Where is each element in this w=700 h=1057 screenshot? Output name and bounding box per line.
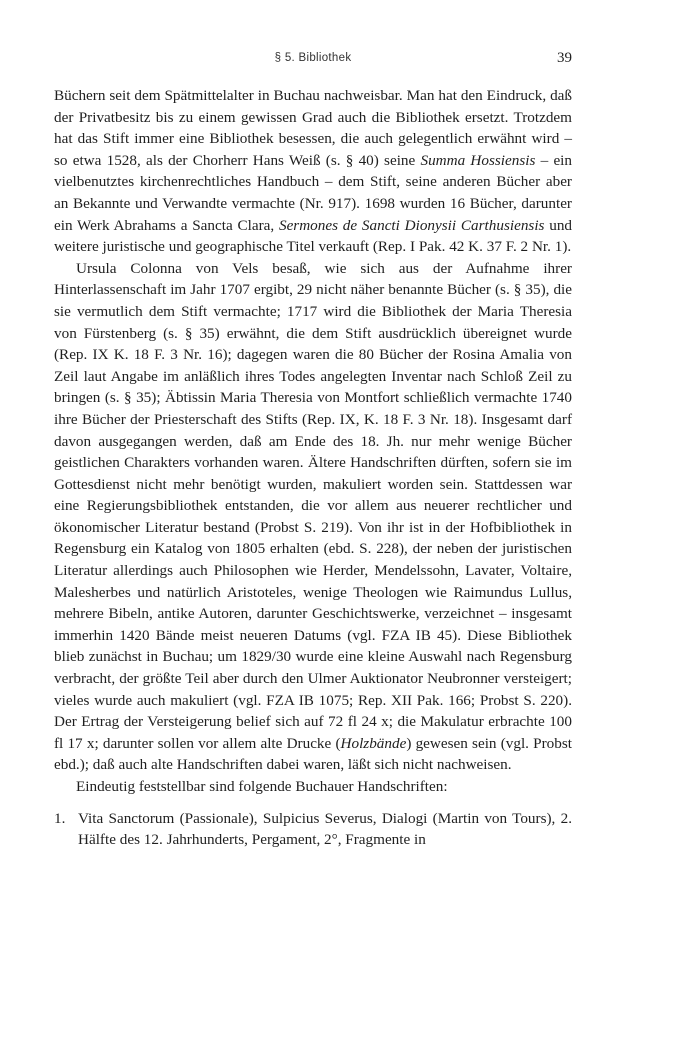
paragraph-text: Ursula Colonna von Vels besaß, wie sich aus der Aufnahme ihrer Hinterlassenschaft im Jahr 1707 ergibt, 29 nicht näher benannte Bücher (s. § 35), die sie vermutlich dem Stift vermachte; 1717 wird die Bibliothek der Maria Theresia von Fürstenberg (s. § 35) erwähnt, die dem Stift ausdrücklich übereignet wurde (Rep. IX K. 18 F. 3 Nr. 16); dagegen waren die 80 Bücher der Rosina Amalia von Zeil laut Angabe im anläßlich ihres Todes angelegten Inventar nach Schloß Zeil zu bringen (s. § 35); Äbtissin Maria Theresia von Montfort schließlich vermachte 1740 ihre Bücher der Priesterschaft des Stifts (Rep. IX, K. 18 F. 3 Nr. 18). Insgesamt darf davon ausgegangen werden, daß am Ende des 18. Jh. nur mehr wenige Bücher geistlichen Charakters vorhanden waren. Ältere Handschriften dürften, sofern sie im Gottesdienst nicht mehr benötigt wurden, makuliert worden sein. Stattdessen war eine Regierungsbibliothek entstanden, die vor allem aus neuerer rechtlicher und ökonomischer Literatur bestand (Probst S. 219). Von ihr ist in der Hofbibliothek in Regensburg ein Katalog von 1805 erhalten (ebd. S. 228), der neben der juristischen Literatur allerdings auch Philosophen wie Herder, Mendelssohn, Lavater, Voltaire, Malesherbes und natürlich Aristoteles, wenige Theologen wie Raimundus Lullus, mehrere Bibeln, antike Autoren, darunter Geschichtswerke, verzeichnet – insgesamt immerhin 1420 Bände meist neueren Datums (vgl. FZA IB 45). Diese Bibliothek blieb zunächst in Buchau; um 1829/30 wurde eine kleine Auswahl nach Regensburg verbracht, der größte Teil aber durch den Ulmer Auktionator Neubronner versteigert; vieles wurde auch makuliert (vgl. FZA IB 1075; Rep. XII Pak. 166; Probst S. 220). Der Ertrag der Versteigerung belief sich auf 72 fl 24 x; die Makulatur erbrachte 100 fl 17 x; darunter sollen vor allem alte Drucke (: [54, 259, 572, 752]
running-title: § 5. Bibliothek: [274, 52, 352, 64]
paragraph-text: – ein vielbenutztes kirchenrechtliches Handbuch – dem Stift, seine anderen Bücher aber an Bekannte und Verwandte vermachte (Nr. 917). 1698 wurden 16 Bücher, darunter ein Werk Abrahams a Sancta Clara,: [54, 151, 572, 234]
paragraph: [54, 85, 572, 258]
paragraph: [54, 258, 572, 776]
running-header: [54, 50, 572, 72]
list-item-text: Vita Sanctorum (Passionale), Sulpicius Severus, Dialogi (Martin von Tours), 2. Hälfte des 12. Jahrhunderts, Pergament, 2°, Fragmente in: [78, 809, 572, 849]
paragraph-text: ) gewesen sein (vgl. Probst ebd.); daß auch alte Handschriften dabei waren, läßt sich nicht nachweisen.: [54, 734, 572, 774]
italic-title-text: Sermones de Sancti Dionysii Carthusiensis: [278, 216, 545, 234]
page-number: 39: [557, 50, 572, 66]
paragraph: [54, 776, 572, 798]
italic-title-text: Holzbände: [340, 734, 407, 752]
list-item: [54, 808, 572, 851]
manuscript-list: [54, 808, 572, 851]
italic-title-text: Summa Hossiensis: [420, 151, 536, 169]
list-item-number: 1.: [54, 809, 66, 827]
body-text: [54, 85, 572, 851]
paragraph-text: Büchern seit dem Spätmittelalter in Buchau nachweisbar. Man hat den Eindruck, daß der Privatbesitz bis zu einem gewissen Grad auch die Bibliothek ersetzt. Trotzdem hat das Stift immer eine Bibliothek besessen, die auch gelegentlich erwähnt wird – so etwa 1528, als der Chorherr Hans Weiß (s. § 40) seine: [54, 87, 572, 169]
paragraph-text: und weitere juristische und geographische Titel verkauft (Rep. I Pak. 42 K. 37 F. 2 Nr. 1).: [54, 216, 573, 256]
paragraph-text: Eindeutig feststellbar sind folgende Buchauer Handschriften:: [76, 778, 448, 795]
